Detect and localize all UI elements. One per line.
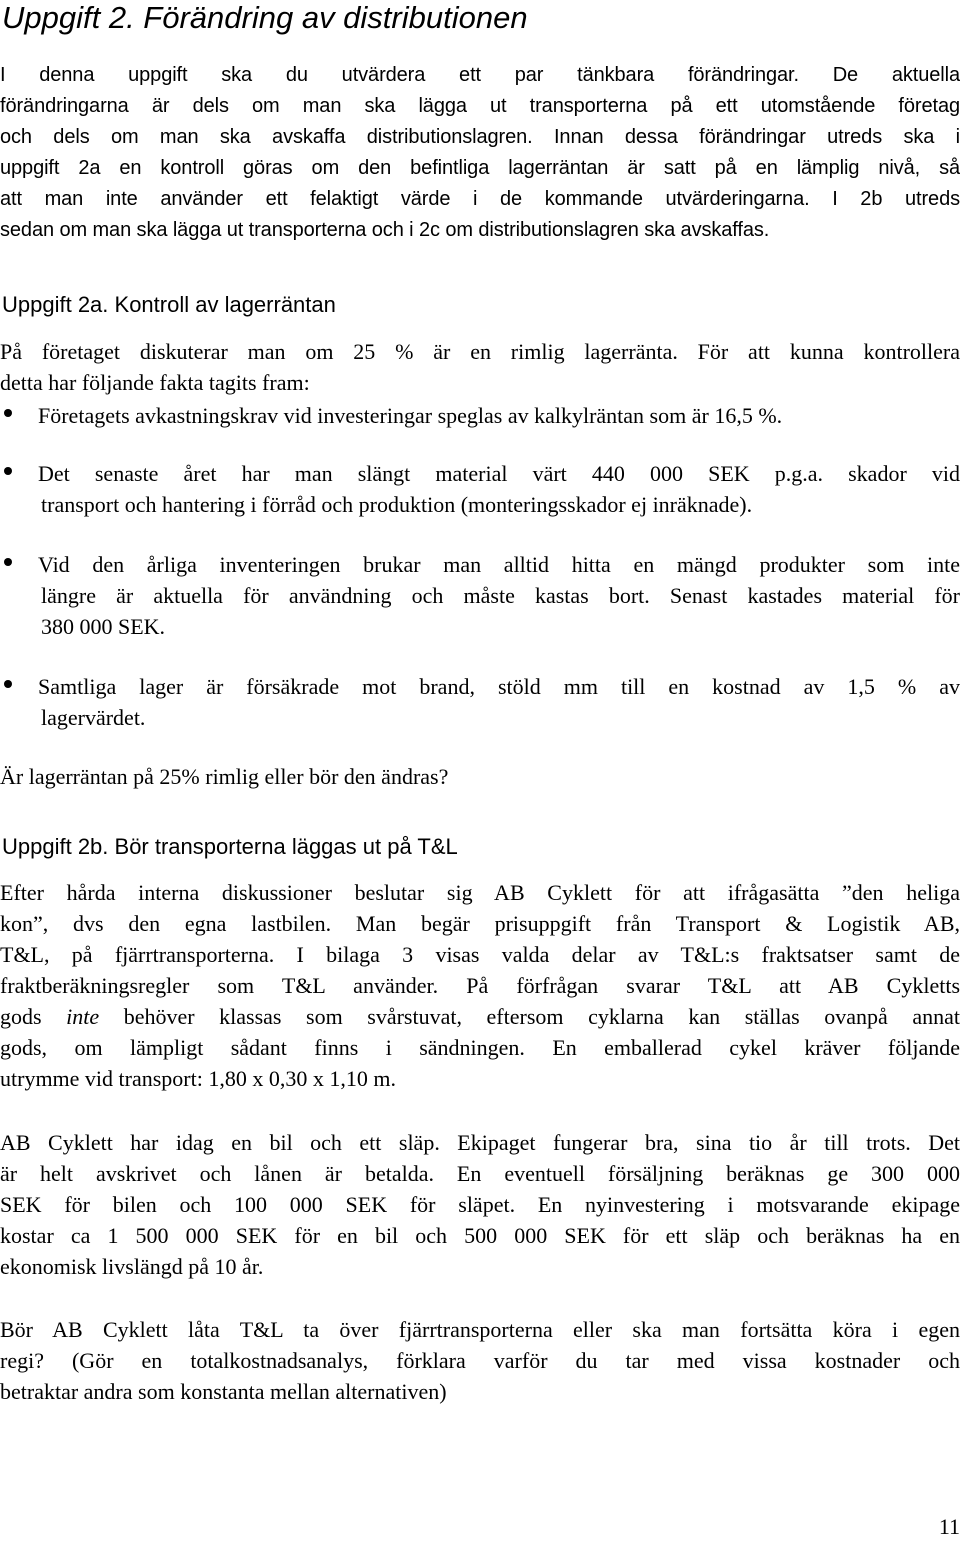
bullet-dot-icon (4, 409, 12, 417)
bullet-dot-icon (4, 467, 12, 475)
intro-line: sedan om man ska lägga ut transporterna och i 2c om distributionslagren ska avskaffas. (0, 219, 770, 241)
intro-line: förändringarna är dels om man ska lägga ut transporterna på ett utomstående företag (0, 95, 960, 117)
section-2b-paragraph-2 (0, 1127, 960, 1282)
intro-line: att man inte använder ett felaktigt värde i de kommande utvärderingarna. I 2b utreds (0, 188, 960, 210)
section-2a-heading: Uppgift 2a. Kontroll av lagerräntan (2, 292, 336, 317)
paragraph-line: kon”, dvs den egna lastbilen. Man begär prisuppgift från Transport & Logistik AB, (0, 911, 960, 936)
bullet-line: Vid den årliga inventeringen brukar man alltid hitta en mängd produkter som inte (38, 552, 960, 577)
paragraph-line: kostar ca 1 500 000 SEK för en bil och 500 000 SEK för ett släp och beräknas ha en (0, 1223, 960, 1248)
paragraph-line (0, 1001, 960, 1032)
paragraph-line: SEK för bilen och 100 000 SEK för släpet. En nyinvestering i motsvarande ekipage (0, 1192, 960, 1217)
section-2b-paragraph-1 (0, 877, 960, 1094)
page-title: Uppgift 2. Förändring av distributionen (2, 0, 528, 35)
section-2b-paragraph-3 (0, 1314, 960, 1407)
section-2a-intro-line: På företaget diskuterar man om 25 % är en rimlig lagerränta. För att kunna kontrollera (0, 339, 960, 364)
paragraph-line: betraktar andra som konstanta mellan alternativen) (0, 1379, 447, 1404)
intro-line: I denna uppgift ska du utvärdera ett par tänkbara förändringar. De aktuella (0, 64, 960, 86)
intro-paragraph (0, 60, 960, 246)
text-run: gods (0, 1004, 67, 1029)
paragraph-line: regi? (Gör en totalkostnadsanalys, förklara varför du tar med vissa kostnader och (0, 1348, 960, 1373)
section-2a-question (0, 761, 960, 792)
paragraph-line: gods, om lämpligt sådant finns i sändningen. En emballerad cykel kräver följande (0, 1035, 960, 1060)
paragraph-line: är helt avskrivet och lånen är betalda. En eventuell försäljning beräknas ge 300 000 (0, 1161, 960, 1186)
bullet-line: lagervärdet. (41, 705, 146, 730)
paragraph-line: Efter hårda interna diskussioner beslutar sig AB Cyklett för att ifrågasätta ”den heliga (0, 880, 960, 905)
bullet-line: Företagets avkastningskrav vid investeringar speglas av kalkylräntan som är 16,5 %. (38, 403, 783, 428)
paragraph-line: T&L, på fjärrtransporterna. I bilaga 3 visas valda delar av T&L:s fraktsatser samt de (0, 942, 960, 967)
section-2b-heading: Uppgift 2b. Bör transporterna läggas ut på T&L (2, 834, 458, 859)
question-line: Är lagerräntan på 25% rimlig eller bör den ändras? (0, 764, 449, 789)
bullet-dot-icon (4, 558, 12, 566)
paragraph-line: fraktberäkningsregler som T&L använder. På förfrågan svarar T&L att AB Cykletts (0, 973, 960, 998)
paragraph-line: utrymme vid transport: 1,80 x 0,30 x 1,10 m. (0, 1066, 396, 1091)
section-2a-intro-line: detta har följande fakta tagits fram: (0, 370, 310, 395)
text-run: behöver klassas som svårstuvat, eftersom cyklarna kan ställas ovanpå annat (99, 1004, 960, 1029)
page-number: 11 (938, 1514, 960, 1539)
section-2a-intro (0, 336, 960, 398)
bullet-line: Samtliga lager är försäkrade mot brand, stöld mm till en kostnad av 1,5 % av (38, 674, 960, 699)
bullet-line: längre är aktuella för användning och måste kastas bort. Senast kastades material för (41, 583, 960, 608)
paragraph-line: Bör AB Cyklett låta T&L ta över fjärrtransporterna eller ska man fortsätta köra i egen (0, 1317, 960, 1342)
intro-line: uppgift 2a en kontroll göras om den befintliga lagerräntan är satt på en lämplig nivå, så (0, 157, 960, 179)
bullet-dot-icon (4, 680, 12, 688)
bullet-line: Det senaste året har man slängt material värt 440 000 SEK p.g.a. skador vid (38, 461, 960, 486)
paragraph-line: AB Cyklett har idag en bil och ett släp. Ekipaget fungerar bra, sina tio år till trots. Det (0, 1130, 960, 1155)
emphasis-text: inte (66, 1004, 100, 1029)
bullet-line: 380 000 SEK. (41, 614, 166, 639)
bullet-line: transport och hantering i förråd och produktion (monteringsskador ej inräknade). (41, 492, 753, 517)
intro-line: och dels om man ska avskaffa distributionslagren. Innan dessa förändringar utreds ska i (0, 126, 960, 148)
paragraph-line: ekonomisk livslängd på 10 år. (0, 1254, 264, 1279)
